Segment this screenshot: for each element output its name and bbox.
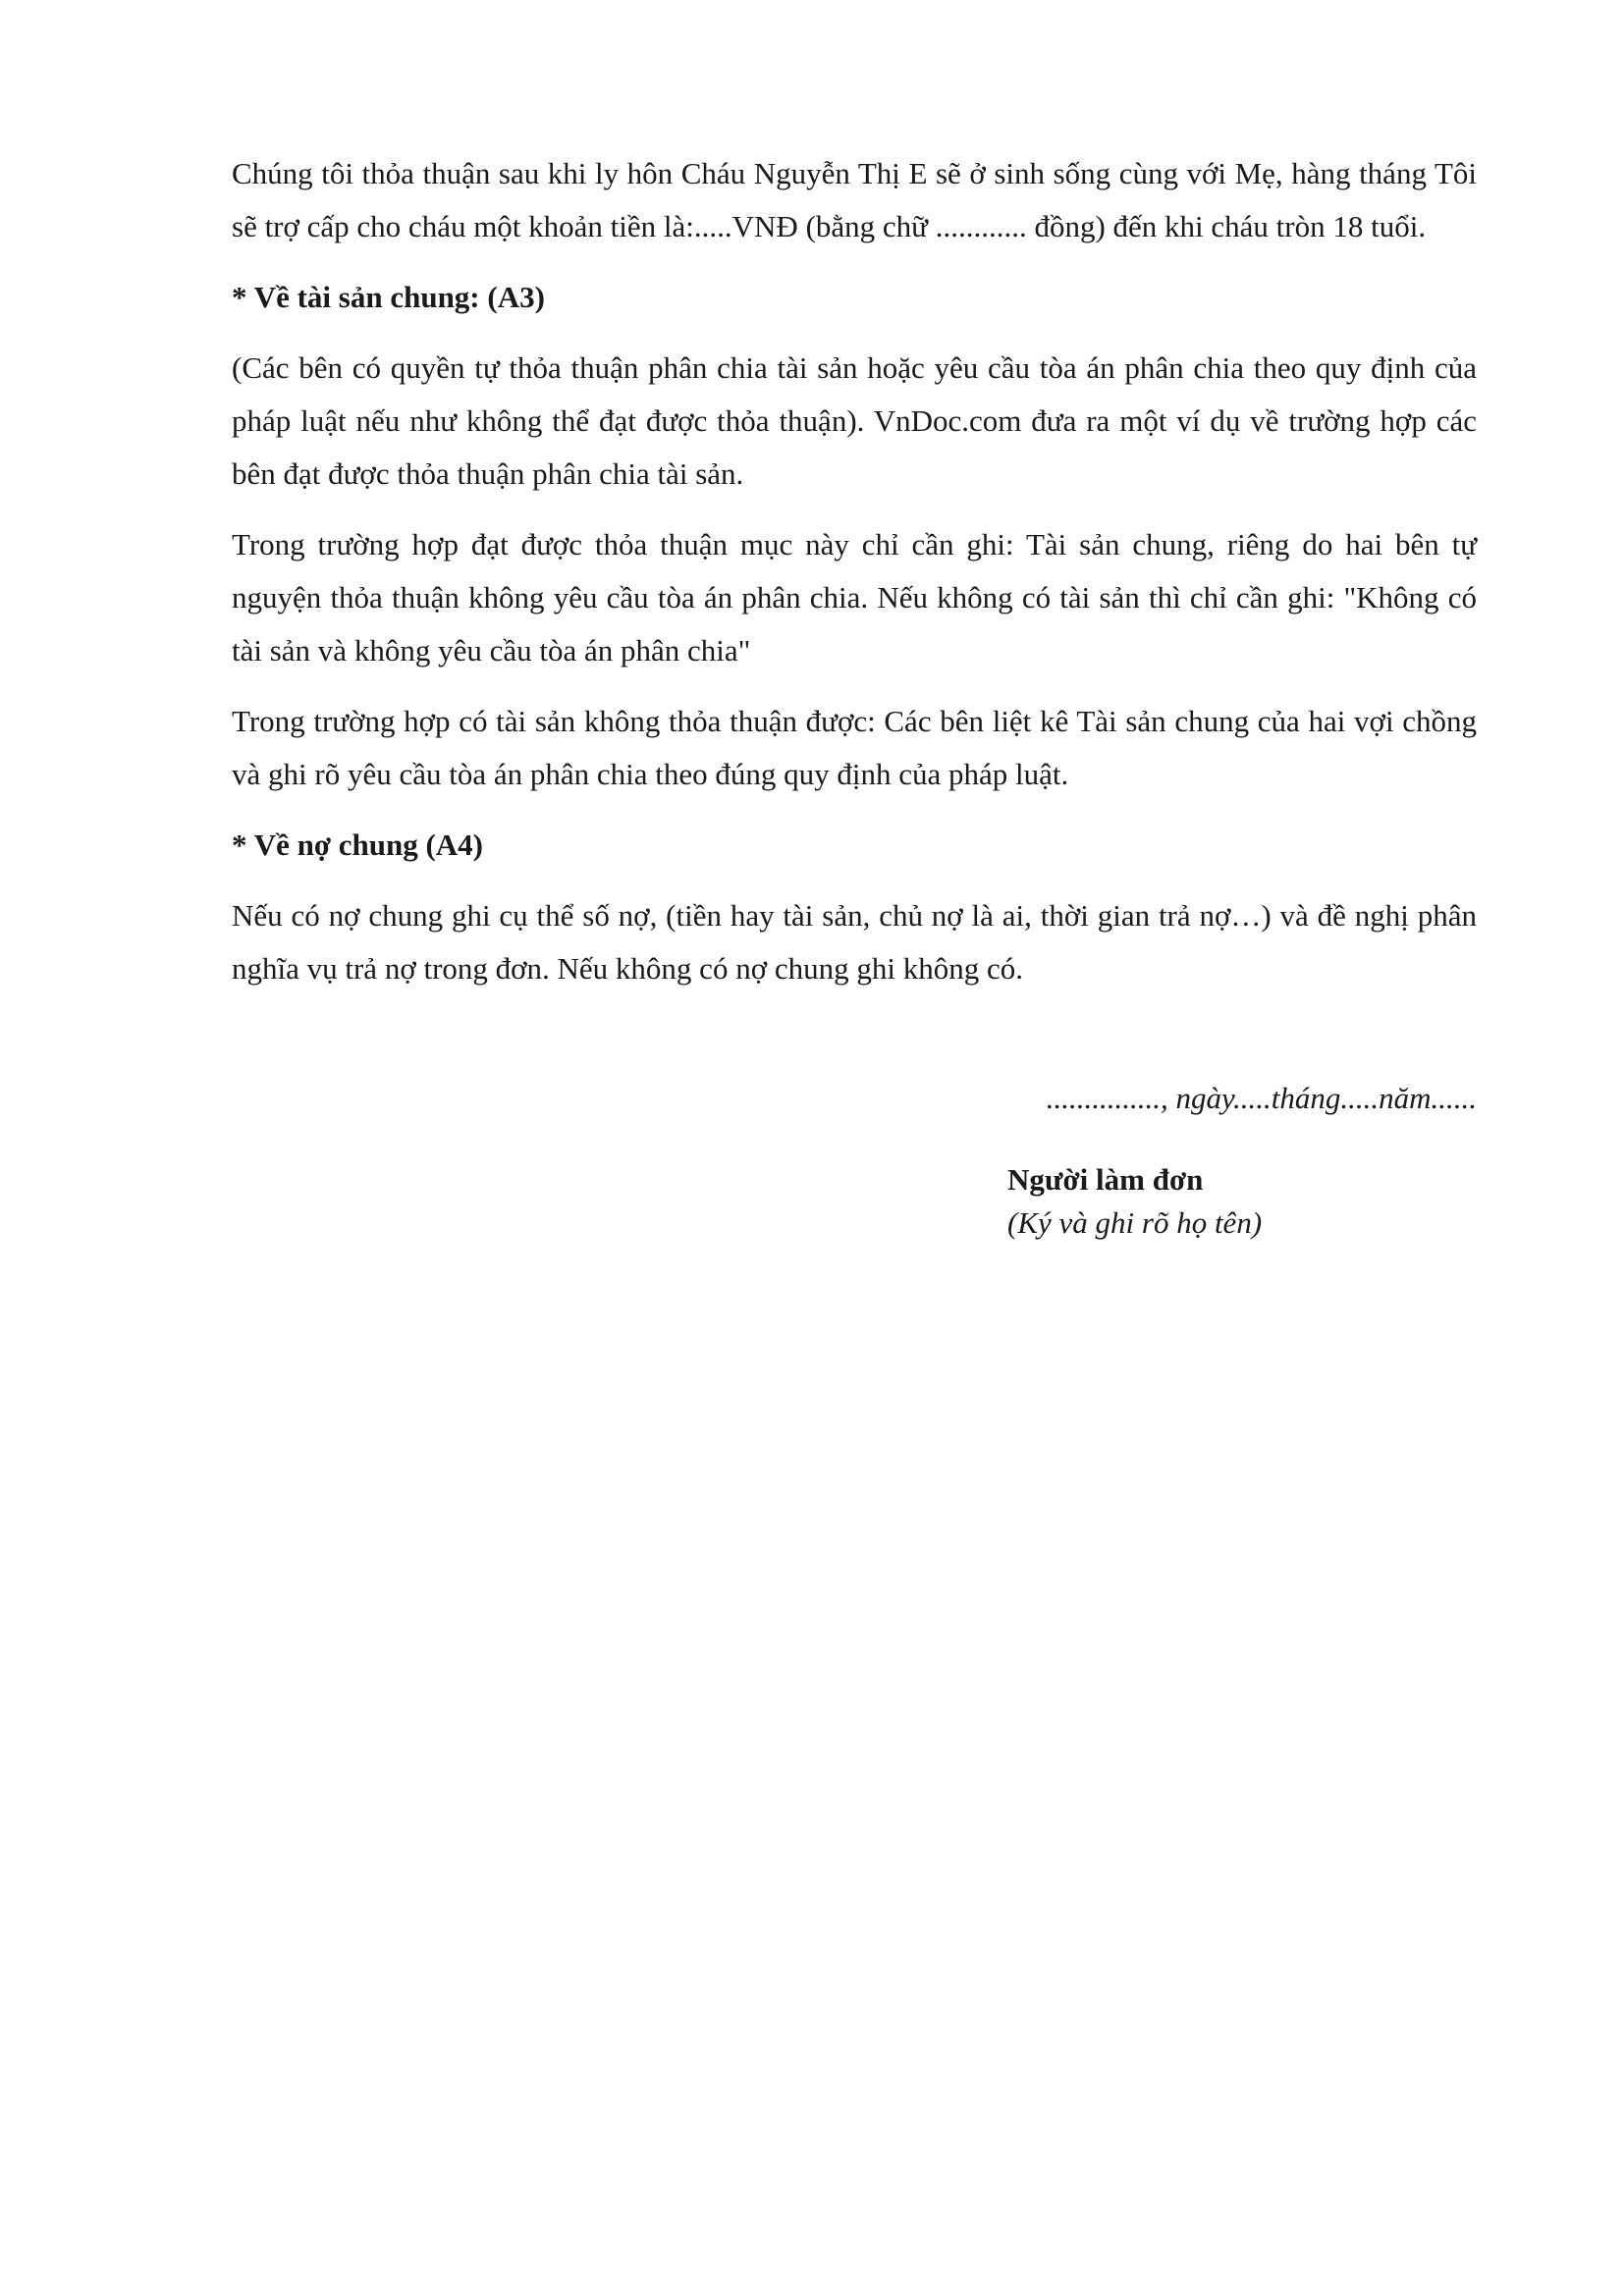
signer-note: (Ký và ghi rõ họ tên) xyxy=(1007,1205,1263,1240)
paragraph-assets-intro: (Các bên có quyền tự thỏa thuận phân chia tài sản hoặc yêu cầu tòa án phân chia theo quy định của pháp luật nếu như không thể đạt được thỏa thuận). VnDoc.com đưa ra một ví dụ về trường hợp các bên đạt được thỏa thuận phân chia tài sản. xyxy=(232,350,1477,491)
signer xyxy=(1007,1158,1361,1245)
paragraph-assets-agreed: Trong trường hợp đạt được thỏa thuận mục này chỉ cần ghi: Tài sản chung, riêng do hai bên tự nguyện thỏa thuận không yêu cầu tòa án phân chia. Nếu không có tài sản thì chỉ cần ghi: "Không có tài sản và không yêu cầu tòa án phân chia" xyxy=(232,527,1477,667)
paragraph-assets-not-agreed: Trong trường hợp có tài sản không thỏa thuận được: Các bên liệt kê Tài sản chung của hai vợi chồng và ghi rõ yêu cầu tòa án phân chia theo đúng quy định của pháp luật. xyxy=(232,704,1477,791)
signer-title: Người làm đơn xyxy=(1007,1162,1204,1197)
document-body xyxy=(232,147,1477,1013)
heading-common-debts: * Về nợ chung (A4) xyxy=(232,828,484,862)
paragraph-child-support: Chúng tôi thỏa thuận sau khi ly hôn Cháu Nguyễn Thị E sẽ ở sinh sống cùng với Mẹ, hàng tháng Tôi sẽ trợ cấp cho cháu một khoản tiền là:.....VNĐ (bằng chữ ............ đồng) đến khi cháu tròn 18 tuổi. xyxy=(232,156,1477,243)
signature-block xyxy=(232,1072,1477,1240)
date-line: ..............., ngày.....tháng.....năm...... xyxy=(1046,1081,1477,1115)
heading-common-assets: * Về tài sản chung: (A3) xyxy=(232,280,545,314)
paragraph-debts: Nếu có nợ chung ghi cụ thể số nợ, (tiền hay tài sản, chủ nợ là ai, thời gian trả nợ…) và đề nghị phân nghĩa vụ trả nợ trong đơn. Nếu không có nợ chung ghi không có. xyxy=(232,898,1477,986)
